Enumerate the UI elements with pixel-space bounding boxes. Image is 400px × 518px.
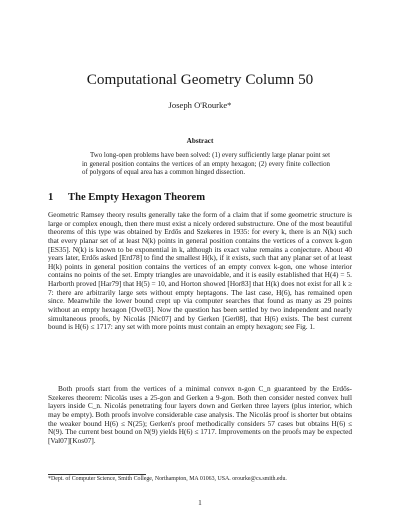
footnote-rule [48,474,146,475]
abstract-heading: Abstract [186,137,214,145]
section-number: 1 [48,192,54,203]
abstract-text: Two long-open problems have been solved: (1) every sufficiently large planar point set in general position contains the vertices of an empty hexagon; (2) every finite collection of polygons of equal area has a common hinged dissection. [82,152,330,177]
author-name: Joseph O'Rourke* [168,100,232,110]
body-paragraph-1: Geometric Ramsey theory results generally take the form of a claim that if some geometric structure is large or complex enough, then there must exist a nicely ordered substructure. One of the most beautiful theorems of this type was obtained by Erdős and Szekeres in 1935: for every k, there is an N(k) such that every planar set of at least N(k) points in general position contains the vertices of a convex k-gon [ES35]. N(k) is known to be exponential in k, although its exact value remains a conjecture. About 40 years later, Erdős asked [Erd78] to find the smallest H(k), if it exists, such that any planar set of at least H(k) points in general position contains the vertices of an empty convex k-gon, one whose interior contains no points of the set. Empty triangles are unavoidable, and it is easily established that H(4) = 5. Harborth proved [Har79] that H(5) = 10, and Horton showed [Hor83] that H(k) does not exist for all k ≥ 7: there are arbitrarily large sets without empty heptagons. The last case, H(6), has remained open since. Meanwhile the lower bound crept up via computer searches that found as many as 29 points without an empty hexagon [Ove03]. Now the question has been settled by two independent and nearly simultaneous proofs, by Nicolás [Nic07] and by Gerken [Ger08], that H(6) exists. The best current bound is H(6) ≤ 1717: any set with more points must contain an empty hexagon; see Fig. 1. [48,210,352,332]
section-title: The Empty Hexagon Theorem [68,192,206,203]
section-heading [48,191,348,204]
body-paragraph-2: Both proofs start from the vertices of a minimal convex n-gon C_n guaranteed by the Erdős-Szekeres theorem: Nicolás uses a 25-gon and Gerken a 9-gon. Both then consider nested convex hull layers inside C_n. Nicolás penetrating four layers down and Gerken three layers (plus interior, which may be empty). Both proofs involve considerable case analysis. The Nicolás proof is shorter but obtains the weaker bound H(6) ≤ N(25); Gerken's proof methodically considers 57 cases but obtains H(6) ≤ N(9). The current best bound on N(9) yields H(6) ≤ 1717. Improvements on the proofs may be expected [Val07][Kos07]. [48,384,352,445]
paper-title: Computational Geometry Column 50 [86,71,314,88]
page-number: 1 [198,498,202,507]
footnote: *Dept. of Computer Science, Smith College, Northampton, MA 01063, USA. orourke@cs.smith.edu. [48,476,287,482]
